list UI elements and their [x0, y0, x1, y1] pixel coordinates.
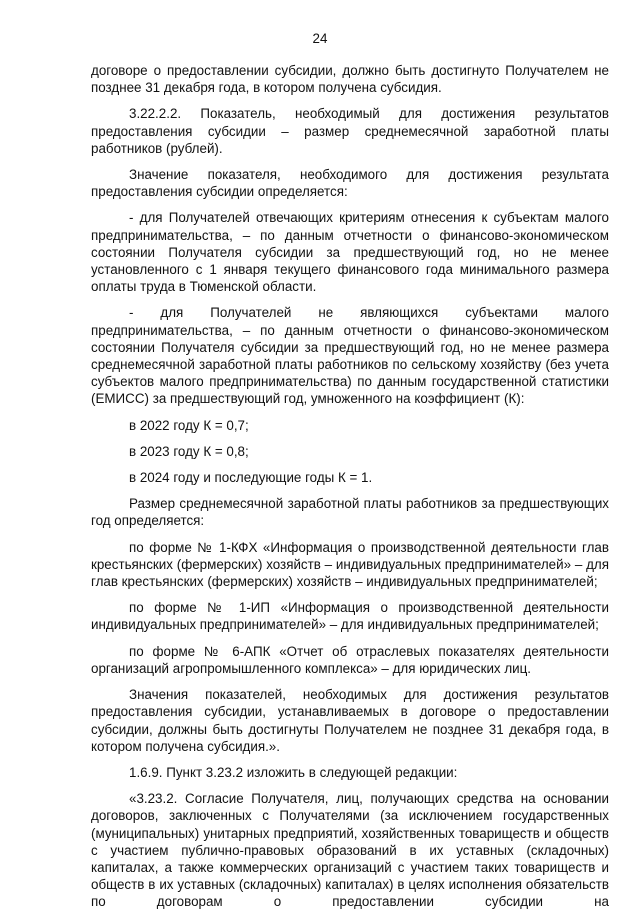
paragraph: в 2022 году К = 0,7; — [129, 417, 249, 433]
document-body — [91, 62, 609, 920]
paragraph: 3.22.2.2. Показатель, необходимый для достижения результатов предоставления субсидии – размер среднемесячной заработной платы работников (рублей). — [91, 106, 609, 156]
paragraph: Значения показателей, необходимых для достижения результатов предоставления субсидии, устанавливаемых в договоре о предоставлении субсидии, должны быть достигнуты Получателем не позднее 31 декабря года, в котором получена субсидия.». — [91, 687, 609, 754]
page-number: 24 — [312, 31, 328, 46]
paragraph: Размер среднемесячной заработной платы работников за предшествующих год определяется: — [91, 496, 609, 529]
paragraph: по форме № 1-КФХ «Информация о производственной деятельности глав крестьянских (фермерских) хозяйств – индивидуальных предпринимателей» – для глав крестьянских (фермерских) хозяйств – индивидуальных предпринимателей; — [91, 539, 609, 590]
paragraph: в 2024 году и последующие годы К = 1. — [129, 470, 373, 486]
paragraph: по форме № 6-АПК «Отчет об отраслевых показателях деятельности организаций агропромышленного комплекса» – для юридических лиц. — [91, 643, 609, 676]
paragraph: «3.23.2. Согласие Получателя, лиц, получающих средства на основании договоров, заключенных с Получателями (за исключением государственных (муниципальных) унитарных предприятий, хозяйственных товариществ и обществ с участием публично-правовых образований в их уставных (складочных) капиталах, а также коммерческих организаций с участием таких товариществ и обществ в их уставных (складочных) капиталах) в целях исполнения обязательств по договорам о предоставлении субсидии на — [91, 791, 609, 910]
paragraph: по форме № 1-ИП «Информация о производственной деятельности индивидуальных предпринимателей» – для индивидуальных предпринимателей; — [91, 600, 609, 633]
paragraph: - для Получателей отвечающих критериям отнесения к субъектам малого предпринимательства, – по данным отчетности о финансово-экономическом состоянии Получателя субсидии за предшествующий год, но не менее установленного с 1 января текущего финансового года минимального размера оплаты труда в Тюменской области. — [91, 210, 609, 295]
paragraph: договоре о предоставлении субсидии, должно быть достигнуто Получателем не позднее 31 декабря года, в котором получена субсидия. — [91, 63, 609, 96]
paragraph: 1.6.9. Пункт 3.23.2 изложить в следующей редакции: — [129, 764, 458, 780]
paragraph: в 2023 году К = 0,8; — [129, 443, 249, 459]
paragraph: Значение показателя, необходимого для достижения результата предоставления субсидии определяется: — [91, 167, 609, 200]
paragraph: - для Получателей не являющихся субъектами малого предпринимательства, – по данным отчетности о финансово-экономическом состоянии Получателя субсидии за предшествующий год, но не менее размера среднемесячной заработной платы работников по сельскому хозяйству (без учета субъектов малого предпринимательства) по данным государственной статистики (ЕМИСС) за предшествующий год, умноженного на коэффициент (К): — [91, 305, 609, 407]
